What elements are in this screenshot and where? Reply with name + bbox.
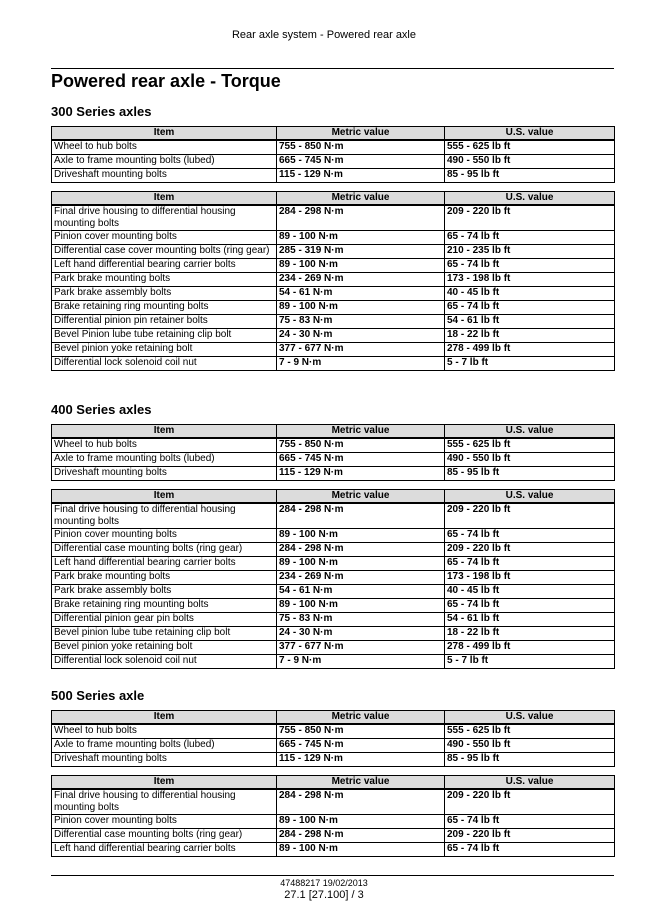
item-cell: Differential lock solenoid coil nut: [52, 357, 277, 371]
item-cell: Pinion cover mounting bolts: [52, 529, 277, 543]
us-cell: 173 - 198 lb ft: [445, 571, 615, 585]
table-row: [52, 815, 615, 829]
metric-cell: 285 - 319 N·m: [277, 245, 445, 259]
table-row: [52, 571, 615, 585]
us-cell: 65 - 74 lb ft: [445, 843, 615, 857]
item-cell: Axle to frame mounting bolts (lubed): [52, 739, 277, 753]
item-cell: Final drive housing to differential housing mounting bolts: [52, 503, 277, 529]
metric-cell: 89 - 100 N·m: [277, 301, 445, 315]
item-cell: Pinion cover mounting bolts: [52, 815, 277, 829]
item-cell: Bevel pinion yoke retaining bolt: [52, 641, 277, 655]
us-cell: 173 - 198 lb ft: [445, 273, 615, 287]
us-cell: 54 - 61 lb ft: [445, 315, 615, 329]
us-cell: 278 - 499 lb ft: [445, 343, 615, 357]
item-cell: Bevel Pinion lube tube retaining clip bolt: [52, 329, 277, 343]
table-row: [52, 641, 615, 655]
us-cell: 209 - 220 lb ft: [445, 829, 615, 843]
us-cell: 555 - 625 lb ft: [445, 438, 615, 453]
metric-cell: 377 - 677 N·m: [277, 641, 445, 655]
column-header-metric: Metric value: [277, 490, 445, 504]
column-header-item: Item: [52, 776, 277, 790]
item-cell: Differential case mounting bolts (ring gear): [52, 543, 277, 557]
column-header-metric: Metric value: [277, 425, 445, 439]
item-cell: Differential case cover mounting bolts (ring gear): [52, 245, 277, 259]
item-cell: Pinion cover mounting bolts: [52, 231, 277, 245]
us-cell: 555 - 625 lb ft: [445, 724, 615, 739]
table-row: [52, 655, 615, 669]
item-cell: Axle to frame mounting bolts (lubed): [52, 155, 277, 169]
item-cell: Axle to frame mounting bolts (lubed): [52, 453, 277, 467]
table-row: [52, 343, 615, 357]
us-cell: 40 - 45 lb ft: [445, 287, 615, 301]
table-row: [52, 357, 615, 371]
metric-cell: 115 - 129 N·m: [277, 467, 445, 481]
item-cell: Left hand differential bearing carrier bolts: [52, 557, 277, 571]
table-row: [52, 503, 615, 529]
table-row: [52, 843, 615, 857]
metric-cell: 89 - 100 N·m: [277, 529, 445, 543]
item-cell: Wheel to hub bolts: [52, 724, 277, 739]
us-cell: 278 - 499 lb ft: [445, 641, 615, 655]
metric-cell: 665 - 745 N·m: [277, 739, 445, 753]
item-cell: Park brake mounting bolts: [52, 273, 277, 287]
metric-cell: 89 - 100 N·m: [277, 259, 445, 273]
table-row: [52, 245, 615, 259]
us-cell: 209 - 220 lb ft: [445, 543, 615, 557]
metric-cell: 755 - 850 N·m: [277, 438, 445, 453]
item-cell: Park brake assembly bolts: [52, 287, 277, 301]
us-cell: 65 - 74 lb ft: [445, 529, 615, 543]
torque-table: [51, 191, 615, 371]
item-cell: Wheel to hub bolts: [52, 140, 277, 155]
footer: [0, 878, 648, 902]
table-row: [52, 205, 615, 231]
metric-cell: 89 - 100 N·m: [277, 557, 445, 571]
item-cell: Final drive housing to differential housing mounting bolts: [52, 789, 277, 815]
us-cell: 65 - 74 lb ft: [445, 301, 615, 315]
column-header-us: U.S. value: [445, 127, 615, 141]
table-row: [52, 789, 615, 815]
table-row: [52, 259, 615, 273]
table-row: [52, 329, 615, 343]
metric-cell: 24 - 30 N·m: [277, 627, 445, 641]
metric-cell: 377 - 677 N·m: [277, 343, 445, 357]
torque-table: [51, 710, 615, 767]
header-rule: [51, 68, 614, 69]
item-cell: Driveshaft mounting bolts: [52, 753, 277, 767]
metric-cell: 75 - 83 N·m: [277, 315, 445, 329]
us-cell: 555 - 625 lb ft: [445, 140, 615, 155]
metric-cell: 75 - 83 N·m: [277, 613, 445, 627]
us-cell: 65 - 74 lb ft: [445, 259, 615, 273]
torque-table: [51, 424, 615, 481]
item-cell: Driveshaft mounting bolts: [52, 169, 277, 183]
us-cell: 54 - 61 lb ft: [445, 613, 615, 627]
us-cell: 5 - 7 lb ft: [445, 655, 615, 669]
item-cell: Left hand differential bearing carrier bolts: [52, 259, 277, 273]
us-cell: 209 - 220 lb ft: [445, 205, 615, 231]
metric-cell: 89 - 100 N·m: [277, 231, 445, 245]
us-cell: 18 - 22 lb ft: [445, 627, 615, 641]
table-row: [52, 739, 615, 753]
table-row: [52, 829, 615, 843]
table-row: [52, 231, 615, 245]
us-cell: 209 - 220 lb ft: [445, 789, 615, 815]
us-cell: 65 - 74 lb ft: [445, 599, 615, 613]
column-header-us: U.S. value: [445, 425, 615, 439]
us-cell: 65 - 74 lb ft: [445, 815, 615, 829]
us-cell: 5 - 7 lb ft: [445, 357, 615, 371]
torque-section: [51, 402, 614, 677]
metric-cell: 665 - 745 N·m: [277, 453, 445, 467]
column-header-item: Item: [52, 127, 277, 141]
metric-cell: 7 - 9 N·m: [277, 357, 445, 371]
column-header-metric: Metric value: [277, 127, 445, 141]
table-row: [52, 724, 615, 739]
metric-cell: 284 - 298 N·m: [277, 205, 445, 231]
torque-table: [51, 775, 615, 857]
column-header-metric: Metric value: [277, 711, 445, 725]
table-row: [52, 140, 615, 155]
item-cell: Brake retaining ring mounting bolts: [52, 301, 277, 315]
table-row: [52, 287, 615, 301]
metric-cell: 284 - 298 N·m: [277, 829, 445, 843]
torque-table: [51, 126, 615, 183]
table-row: [52, 627, 615, 641]
table-row: [52, 557, 615, 571]
us-cell: 18 - 22 lb ft: [445, 329, 615, 343]
column-header-item: Item: [52, 425, 277, 439]
us-cell: 490 - 550 lb ft: [445, 155, 615, 169]
metric-cell: 54 - 61 N·m: [277, 585, 445, 599]
torque-section: [51, 688, 614, 865]
torque-section: [51, 104, 614, 379]
metric-cell: 89 - 100 N·m: [277, 843, 445, 857]
page-title: Powered rear axle - Torque: [51, 71, 281, 91]
table-row: [52, 613, 615, 627]
table-row: [52, 453, 615, 467]
item-cell: Left hand differential bearing carrier bolts: [52, 843, 277, 857]
metric-cell: 24 - 30 N·m: [277, 329, 445, 343]
table-row: [52, 467, 615, 481]
metric-cell: 234 - 269 N·m: [277, 273, 445, 287]
metric-cell: 755 - 850 N·m: [277, 724, 445, 739]
column-header-item: Item: [52, 490, 277, 504]
table-row: [52, 599, 615, 613]
us-cell: 490 - 550 lb ft: [445, 453, 615, 467]
table-row: [52, 543, 615, 557]
footer-rule: [51, 875, 614, 876]
item-cell: Wheel to hub bolts: [52, 438, 277, 453]
table-row: [52, 753, 615, 767]
us-cell: 40 - 45 lb ft: [445, 585, 615, 599]
us-cell: 209 - 220 lb ft: [445, 503, 615, 529]
us-cell: 490 - 550 lb ft: [445, 739, 615, 753]
metric-cell: 7 - 9 N·m: [277, 655, 445, 669]
metric-cell: 284 - 298 N·m: [277, 543, 445, 557]
table-row: [52, 529, 615, 543]
footer-doc-ref: 47488217 19/02/2013: [280, 878, 368, 888]
metric-cell: 284 - 298 N·m: [277, 503, 445, 529]
item-cell: Driveshaft mounting bolts: [52, 467, 277, 481]
metric-cell: 54 - 61 N·m: [277, 287, 445, 301]
metric-cell: 234 - 269 N·m: [277, 571, 445, 585]
metric-cell: 284 - 298 N·m: [277, 789, 445, 815]
column-header-metric: Metric value: [277, 192, 445, 206]
table-row: [52, 169, 615, 183]
us-cell: 65 - 74 lb ft: [445, 557, 615, 571]
table-row: [52, 155, 615, 169]
us-cell: 85 - 95 lb ft: [445, 467, 615, 481]
footer-page-ref: 27.1 [27.100] / 3: [284, 889, 364, 901]
item-cell: Bevel pinion yoke retaining bolt: [52, 343, 277, 357]
us-cell: 85 - 95 lb ft: [445, 169, 615, 183]
us-cell: 85 - 95 lb ft: [445, 753, 615, 767]
column-header-item: Item: [52, 192, 277, 206]
metric-cell: 89 - 100 N·m: [277, 815, 445, 829]
item-cell: Differential case mounting bolts (ring gear): [52, 829, 277, 843]
item-cell: Final drive housing to differential housing mounting bolts: [52, 205, 277, 231]
section-heading: 300 Series axles: [51, 104, 152, 119]
column-header-us: U.S. value: [445, 711, 615, 725]
metric-cell: 755 - 850 N·m: [277, 140, 445, 155]
table-row: [52, 273, 615, 287]
table-row: [52, 585, 615, 599]
us-cell: 210 - 235 lb ft: [445, 245, 615, 259]
torque-table: [51, 489, 615, 669]
column-header-item: Item: [52, 711, 277, 725]
item-cell: Park brake assembly bolts: [52, 585, 277, 599]
column-header-us: U.S. value: [445, 776, 615, 790]
us-cell: 65 - 74 lb ft: [445, 231, 615, 245]
metric-cell: 115 - 129 N·m: [277, 169, 445, 183]
metric-cell: 89 - 100 N·m: [277, 599, 445, 613]
column-header-us: U.S. value: [445, 490, 615, 504]
item-cell: Park brake mounting bolts: [52, 571, 277, 585]
section-heading: 500 Series axle: [51, 688, 145, 703]
running-header: Rear axle system - Powered rear axle: [231, 29, 416, 41]
table-row: [52, 315, 615, 329]
item-cell: Differential pinion pin retainer bolts: [52, 315, 277, 329]
column-header-us: U.S. value: [445, 192, 615, 206]
metric-cell: 115 - 129 N·m: [277, 753, 445, 767]
column-header-metric: Metric value: [277, 776, 445, 790]
item-cell: Bevel pinion lube tube retaining clip bolt: [52, 627, 277, 641]
table-row: [52, 438, 615, 453]
item-cell: Differential lock solenoid coil nut: [52, 655, 277, 669]
item-cell: Brake retaining ring mounting bolts: [52, 599, 277, 613]
item-cell: Differential pinion gear pin bolts: [52, 613, 277, 627]
table-row: [52, 301, 615, 315]
metric-cell: 665 - 745 N·m: [277, 155, 445, 169]
section-heading: 400 Series axles: [51, 402, 152, 417]
